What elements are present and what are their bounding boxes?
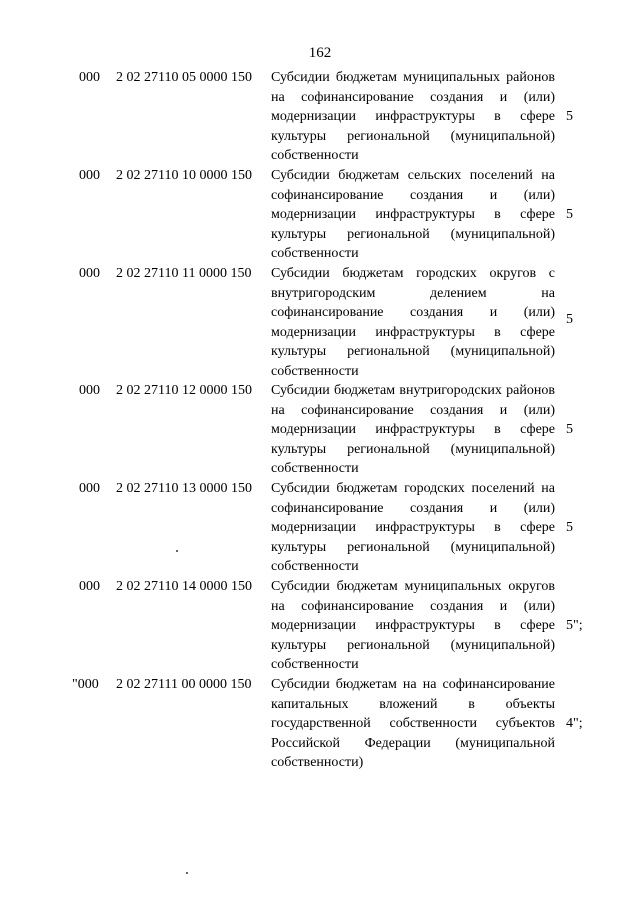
admin-code: 000 [79, 70, 100, 85]
budget-classification-code: 2 02 27111 00 0000 150 [116, 677, 252, 692]
row-value: 5 [566, 207, 573, 222]
table-row [0, 68, 640, 166]
budget-table [0, 68, 640, 773]
row-value: 4"; [566, 716, 583, 731]
row-value: 5 [566, 520, 573, 535]
table-row [0, 479, 640, 577]
row-value: 5 [566, 312, 573, 327]
admin-code: 000 [79, 266, 100, 281]
income-description: Субсидии бюджетам сельских поселений на софинансирование создания и (или) модернизации инфраструктуры в сфере культуры региональной (муниципальной) собственности [271, 168, 555, 261]
admin-code: 000 [79, 579, 100, 594]
budget-classification-code: 2 02 27110 14 0000 150 [116, 579, 252, 594]
row-value: 5 [566, 422, 573, 437]
table-row [0, 264, 640, 381]
table-row [0, 166, 640, 264]
admin-code: 000 [79, 383, 100, 398]
scan-speck [176, 550, 178, 552]
income-description: Субсидии бюджетам на на софинансирование капитальных вложений в объекты государственной собственности субъектов Российской Федерации (муниципальной собственности) [271, 677, 555, 770]
page-number: 162 [308, 45, 332, 61]
budget-classification-code: 2 02 27110 11 0000 150 [116, 266, 252, 281]
table-row [0, 381, 640, 479]
admin-code: 000 [79, 168, 100, 183]
income-description: Субсидии бюджетам городских поселений на софинансирование создания и (или) модернизации инфраструктуры в сфере культуры региональной (муниципальной) собственности [271, 481, 555, 574]
admin-code: 000 [79, 481, 100, 496]
income-description: Субсидии бюджетам муниципальных районов на софинансирование создания и (или) модернизации инфраструктуры в сфере культуры региональной (муниципальной) собственности [271, 70, 555, 163]
table-row [0, 577, 640, 675]
budget-classification-code: 2 02 27110 10 0000 150 [116, 168, 252, 183]
income-description: Субсидии бюджетам внутригородских районов на софинансирование создания и (или) модернизации инфраструктуры в сфере культуры региональной (муниципальной) собственности [271, 383, 555, 476]
row-value: 5"; [566, 618, 583, 633]
budget-classification-code: 2 02 27110 05 0000 150 [116, 70, 252, 85]
budget-classification-code: 2 02 27110 13 0000 150 [116, 481, 252, 496]
income-description: Субсидии бюджетам муниципальных округов на софинансирование создания и (или) модернизации инфраструктуры в сфере культуры региональной (муниципальной) собственности [271, 579, 555, 672]
budget-classification-code: 2 02 27110 12 0000 150 [116, 383, 252, 398]
table-row [0, 675, 640, 773]
income-description: Субсидии бюджетам городских округов с внутригородским делением на софинансирование создания и (или) модернизации инфраструктуры в сфере культуры региональной (муниципальной) собственности [271, 266, 555, 379]
row-value: 5 [566, 109, 573, 124]
scan-speck [186, 872, 188, 874]
admin-code: "000 [72, 677, 99, 692]
